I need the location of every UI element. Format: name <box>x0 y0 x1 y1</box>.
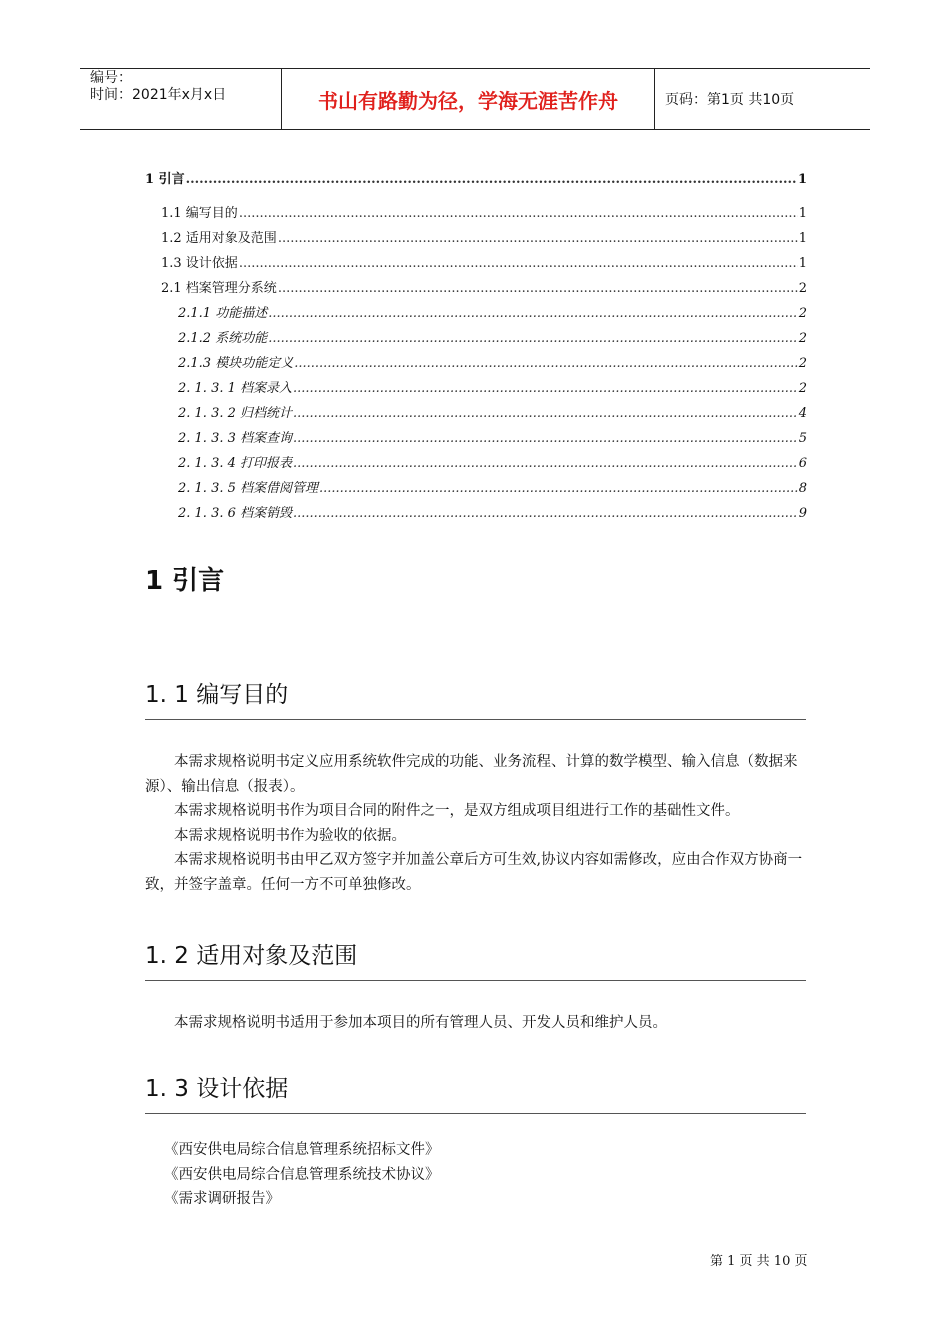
toc-leader-dots <box>293 456 798 471</box>
toc-entry-label: 1.3 设计依据 <box>161 256 238 271</box>
reference-item: 《西安供电局综合信息管理系统技术协议》 <box>164 1166 440 1183</box>
toc-entry[interactable] <box>145 452 807 477</box>
toc-entry-label: 2. 1. 3. 6 档案销毁 <box>178 506 293 521</box>
toc-entry[interactable] <box>145 277 807 302</box>
paragraph: 本需求规格说明书由甲乙双方签字并加盖公章后方可生效,协议内容如需修改，应由合作双方协商一致，并签字盖章。任何一方不可单独修改。 <box>145 852 803 893</box>
toc-entry[interactable] <box>145 377 807 402</box>
toc-entry[interactable] <box>145 302 807 327</box>
toc-leader-dots <box>239 206 798 221</box>
toc-leader-dots <box>293 381 798 396</box>
page-footer: 第 1 页 共 10 页 <box>710 1254 808 1269</box>
paragraph: 本需求规格说明书适用于参加本项目的所有管理人员、开发人员和维护人员。 <box>174 1015 667 1031</box>
toc-entry-label: 1.2 适用对象及范围 <box>161 231 277 246</box>
toc-entry-page: 6 <box>798 456 807 471</box>
toc-leader-dots <box>294 356 798 371</box>
toc-entry[interactable] <box>145 352 807 377</box>
table-of-contents <box>145 168 807 527</box>
toc-entry-page: 4 <box>798 406 807 421</box>
toc-leader-dots <box>278 231 798 246</box>
toc-entry-label: 2. 1. 3. 2 归档统计 <box>178 406 293 421</box>
toc-entry[interactable] <box>145 502 807 527</box>
toc-leader-dots <box>319 481 798 496</box>
toc-entry-page: 8 <box>798 481 807 496</box>
toc-entry-label: 1.1 编写目的 <box>161 206 238 221</box>
toc-entry[interactable] <box>145 477 807 502</box>
page-header <box>80 68 870 130</box>
section-1-2-body <box>145 1011 813 1036</box>
toc-entry[interactable] <box>145 327 807 352</box>
toc-entry-label: 2.1.3 模块功能定义 <box>178 356 294 371</box>
reference-item: 《需求调研报告》 <box>164 1191 280 1207</box>
toc-entry-label: 2.1.1 功能描述 <box>178 306 268 321</box>
toc-entry[interactable] <box>145 168 807 202</box>
toc-entry-label: 2. 1. 3. 5 档案借阅管理 <box>178 481 319 496</box>
toc-leader-dots <box>293 506 798 521</box>
section-heading-1-2: 1. 2 适用对象及范围 <box>145 937 806 981</box>
toc-entry[interactable] <box>145 227 807 252</box>
toc-entry-page: 2 <box>798 356 807 371</box>
toc-entry-label: 2.1 档案管理分系统 <box>161 281 277 296</box>
toc-leader-dots <box>239 256 798 271</box>
toc-entry-label: 2.1.2 系统功能 <box>178 331 268 346</box>
paragraph: 本需求规格说明书作为验收的依据。 <box>174 827 406 844</box>
toc-entry[interactable] <box>145 252 807 277</box>
header-meta <box>80 69 282 129</box>
toc-leader-dots <box>268 306 798 321</box>
chapter-heading: 1 引言 <box>145 566 225 596</box>
toc-entry[interactable] <box>145 202 807 227</box>
toc-entry-page: 2 <box>798 281 807 296</box>
toc-leader-dots <box>268 331 798 346</box>
section-heading-1-3: 1. 3 设计依据 <box>145 1070 806 1114</box>
toc-leader-dots <box>278 281 798 296</box>
paragraph: 本需求规格说明书作为项目合同的附件之一，是双方组成项目组进行工作的基础性文件。 <box>174 803 740 819</box>
toc-entry[interactable] <box>145 402 807 427</box>
toc-entry[interactable] <box>145 427 807 452</box>
header-time-label: 时间：2021年x月x日 <box>90 87 227 103</box>
paragraph: 本需求规格说明书定义应用系统软件完成的功能、业务流程、计算的数学模型、输入信息（数据来源）、输出信息（报表）。 <box>145 754 798 795</box>
toc-entry-page: 2 <box>798 381 807 396</box>
reference-item: 《西安供电局综合信息管理系统招标文件》 <box>164 1142 440 1158</box>
toc-entry-page: 9 <box>798 506 807 521</box>
reference-list <box>164 1138 440 1212</box>
toc-entry-page: 1 <box>798 256 807 271</box>
toc-entry-page: 1 <box>798 206 807 221</box>
header-motto: 书山有路勤为径，学海无涯苦作舟 <box>282 69 655 129</box>
header-page-info: 页码：第1页 共10页 <box>665 92 795 108</box>
toc-entry-page: 1 <box>797 172 807 187</box>
toc-leader-dots <box>186 172 797 187</box>
toc-leader-dots <box>293 406 798 421</box>
toc-entry-label: 2. 1. 3. 1 档案录入 <box>178 381 293 396</box>
toc-entry-page: 1 <box>798 231 807 246</box>
section-1-1-body <box>145 750 813 897</box>
toc-entry-page: 2 <box>798 306 807 321</box>
section-heading-1-1: 1. 1 编写目的 <box>145 676 806 720</box>
toc-entry-label: 1 引言 <box>145 172 185 187</box>
header-number-label: 编号： <box>90 70 132 86</box>
toc-entry-label: 2. 1. 3. 3 档案查询 <box>178 431 293 446</box>
toc-entry-page: 2 <box>798 331 807 346</box>
toc-leader-dots <box>293 431 798 446</box>
toc-entry-page: 5 <box>798 431 807 446</box>
toc-entry-label: 2. 1. 3. 4 打印报表 <box>178 456 293 471</box>
